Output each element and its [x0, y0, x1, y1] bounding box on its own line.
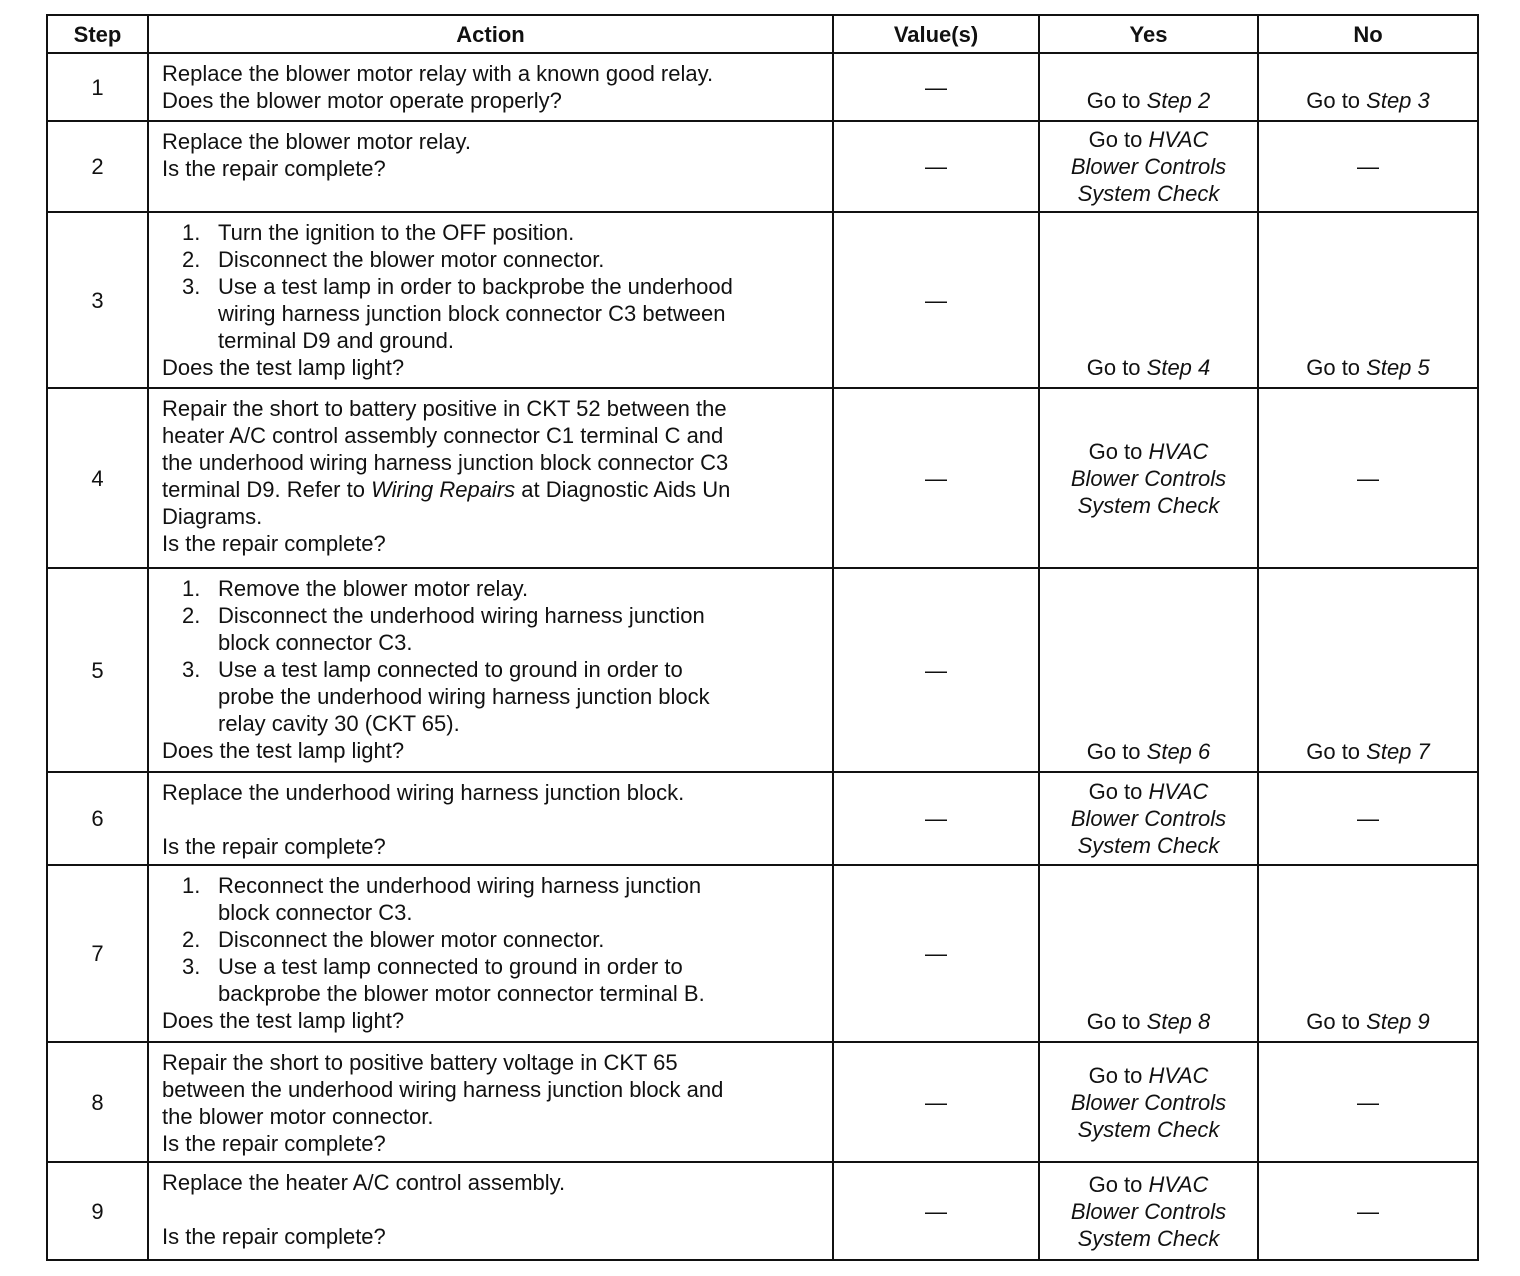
- action-line: [162, 1049, 824, 1076]
- action-line: [162, 449, 824, 476]
- text: Replace the blower motor relay with a known good relay.: [162, 61, 714, 86]
- italic-text: Wiring Repairs: [371, 477, 516, 502]
- table-row: [47, 121, 1478, 212]
- action-line: [162, 422, 824, 449]
- text: Disconnect the blower motor connector.: [218, 927, 605, 952]
- action-cell: [148, 53, 833, 121]
- list-number: 3.: [182, 657, 201, 682]
- header-no: No: [1258, 15, 1478, 53]
- action-line: [162, 273, 824, 300]
- text: the underhood wiring harness junction block connector C3: [162, 450, 729, 475]
- text: backprobe the blower motor connector terminal B.: [218, 981, 705, 1006]
- action-line: [162, 683, 824, 710]
- result-line: [1046, 126, 1251, 153]
- no-cell: [1258, 212, 1478, 388]
- table-body: [47, 53, 1478, 1260]
- action-cell: [148, 1042, 833, 1162]
- result-line: [1046, 738, 1251, 765]
- text: the blower motor connector.: [162, 1104, 434, 1129]
- text: terminal D9. Refer to: [162, 477, 372, 502]
- value-cell: —: [833, 772, 1039, 865]
- text: at Diagnostic Aids Un: [515, 477, 731, 502]
- text: Diagrams.: [162, 504, 263, 529]
- value-cell: —: [833, 212, 1039, 388]
- header-values: Value(s): [833, 15, 1039, 53]
- action-line: [162, 60, 824, 87]
- text: Go to: [1088, 438, 1149, 464]
- value-cell: —: [833, 53, 1039, 121]
- yes-cell: [1039, 1042, 1258, 1162]
- italic-text: System Check: [1077, 833, 1220, 858]
- action-line: [162, 575, 824, 602]
- result-line: [1046, 492, 1251, 519]
- list-number: 1.: [182, 220, 201, 245]
- italic-text: Step 4: [1146, 355, 1211, 380]
- step-number: 6: [47, 772, 148, 865]
- list-number: 2.: [182, 247, 201, 272]
- result-line: [1046, 832, 1251, 859]
- header-row: [47, 15, 1478, 53]
- result-line: [1046, 1171, 1251, 1198]
- table-row: [47, 772, 1478, 865]
- blank-line: [162, 806, 824, 833]
- italic-text: HVAC: [1148, 127, 1209, 152]
- list-number: 2.: [182, 927, 201, 952]
- italic-text: Blower Controls: [1070, 154, 1227, 179]
- text: Turn the ignition to the OFF position.: [218, 220, 575, 245]
- italic-text: Step 7: [1366, 739, 1430, 764]
- italic-text: Step 6: [1146, 739, 1211, 764]
- result-line: [1046, 87, 1251, 114]
- list-number: 3.: [182, 274, 201, 299]
- action-line: [162, 629, 824, 656]
- step-number: 1: [47, 53, 148, 121]
- italic-text: Blower Controls: [1070, 1198, 1227, 1224]
- yes-cell: [1039, 388, 1258, 568]
- header-action: Action: [148, 15, 833, 53]
- result-line: [1265, 1008, 1471, 1035]
- text: Use a test lamp connected to ground in order to: [218, 954, 683, 979]
- text: terminal D9 and ground.: [218, 328, 455, 353]
- italic-text: Step 8: [1146, 1009, 1211, 1034]
- step-number: 5: [47, 568, 148, 772]
- italic-text: HVAC: [1148, 438, 1209, 464]
- action-line: [162, 872, 824, 899]
- no-cell: —: [1258, 1162, 1478, 1260]
- text: Is the repair complete?: [162, 156, 386, 181]
- text: relay cavity 30 (CKT 65).: [218, 711, 460, 736]
- text: Replace the heater A/C control assembly.: [162, 1170, 566, 1195]
- no-cell: —: [1258, 1042, 1478, 1162]
- text: Go to: [1086, 355, 1147, 380]
- action-cell: [148, 772, 833, 865]
- action-line: [162, 953, 824, 980]
- table-row: [47, 53, 1478, 121]
- text: Disconnect the underhood wiring harness junction: [218, 603, 705, 628]
- action-line: [162, 1007, 824, 1034]
- value-cell: —: [833, 388, 1039, 568]
- action-line: [162, 980, 824, 1007]
- table-row: [47, 865, 1478, 1042]
- action-line: [162, 899, 824, 926]
- step-number: 4: [47, 388, 148, 568]
- result-line: [1046, 1225, 1251, 1252]
- no-cell: [1258, 865, 1478, 1042]
- action-line: [162, 155, 824, 182]
- italic-text: System Check: [1077, 492, 1220, 518]
- result-line: [1265, 738, 1471, 765]
- result-line: [1046, 1089, 1251, 1116]
- action-cell: [148, 1162, 833, 1260]
- action-line: [162, 1076, 824, 1103]
- action-line: [162, 128, 824, 155]
- action-line: [162, 246, 824, 273]
- text: probe the underhood wiring harness junction block: [218, 684, 710, 709]
- text: Does the blower motor operate properly?: [162, 88, 562, 113]
- text: heater A/C control assembly connector C1 terminal C and: [162, 423, 724, 448]
- action-cell: [148, 388, 833, 568]
- italic-text: Step 9: [1366, 1009, 1430, 1034]
- yes-cell: [1039, 53, 1258, 121]
- yes-cell: [1039, 865, 1258, 1042]
- action-cell: [148, 568, 833, 772]
- table-row: [47, 388, 1478, 568]
- text: Go to: [1086, 1009, 1147, 1034]
- action-line: [162, 1169, 824, 1196]
- action-line: [162, 530, 824, 557]
- text: Does the test lamp light?: [162, 738, 405, 763]
- text: Is the repair complete?: [162, 531, 386, 556]
- table-row: [47, 212, 1478, 388]
- italic-text: HVAC: [1148, 1062, 1209, 1088]
- italic-text: System Check: [1077, 1116, 1220, 1142]
- action-line: [162, 602, 824, 629]
- italic-text: System Check: [1077, 181, 1220, 206]
- action-line: [162, 327, 824, 354]
- text: Go to: [1306, 88, 1367, 113]
- action-line: [162, 395, 824, 422]
- result-line: [1046, 805, 1251, 832]
- table-row: [47, 568, 1478, 772]
- text: Is the repair complete?: [162, 834, 386, 859]
- action-line: [162, 779, 824, 806]
- action-line: [162, 87, 824, 114]
- italic-text: Blower Controls: [1070, 1089, 1227, 1115]
- italic-text: Blower Controls: [1070, 465, 1227, 491]
- action-line: [162, 656, 824, 683]
- value-cell: —: [833, 568, 1039, 772]
- no-cell: —: [1258, 388, 1478, 568]
- yes-cell: [1039, 568, 1258, 772]
- text: Use a test lamp in order to backprobe the underhood: [218, 274, 733, 299]
- action-line: [162, 833, 824, 860]
- text: Remove the blower motor relay.: [218, 576, 529, 601]
- value-cell: —: [833, 865, 1039, 1042]
- action-line: [162, 300, 824, 327]
- result-line: [1046, 465, 1251, 492]
- text: Replace the underhood wiring harness junction block.: [162, 780, 685, 805]
- yes-cell: [1039, 212, 1258, 388]
- result-line: [1046, 180, 1251, 207]
- italic-text: HVAC: [1148, 1171, 1209, 1197]
- italic-text: Step 3: [1366, 88, 1430, 113]
- value-cell: —: [833, 1042, 1039, 1162]
- text: Go to: [1086, 739, 1147, 764]
- text: Go to: [1306, 739, 1367, 764]
- yes-cell: [1039, 121, 1258, 212]
- list-number: 3.: [182, 954, 201, 979]
- action-line: [162, 1130, 824, 1157]
- action-line: [162, 1103, 824, 1130]
- action-line: [162, 737, 824, 764]
- text: Go to: [1088, 779, 1149, 804]
- result-line: [1046, 153, 1251, 180]
- result-line: [1265, 87, 1471, 114]
- diagnostic-table: [46, 14, 1479, 1261]
- action-line: [162, 219, 824, 246]
- result-line: [1046, 354, 1251, 381]
- text: Use a test lamp connected to ground in order to: [218, 657, 683, 682]
- result-line: [1046, 1062, 1251, 1089]
- text: block connector C3.: [218, 630, 413, 655]
- italic-text: Step 2: [1146, 88, 1211, 113]
- no-cell: [1258, 53, 1478, 121]
- table-row: [47, 1162, 1478, 1260]
- text: block connector C3.: [218, 900, 413, 925]
- italic-text: Step 5: [1366, 355, 1430, 380]
- text: Does the test lamp light?: [162, 355, 405, 380]
- result-line: [1046, 438, 1251, 465]
- list-number: 1.: [182, 576, 201, 601]
- no-cell: —: [1258, 772, 1478, 865]
- table-row: [47, 1042, 1478, 1162]
- text: Replace the blower motor relay.: [162, 129, 471, 154]
- text: Disconnect the blower motor connector.: [218, 247, 605, 272]
- step-number: 9: [47, 1162, 148, 1260]
- result-line: [1046, 1198, 1251, 1225]
- blank-line: [162, 1196, 824, 1223]
- text: Repair the short to battery positive in CKT 52 between the: [162, 396, 727, 421]
- step-number: 7: [47, 865, 148, 1042]
- text: Go to: [1306, 355, 1367, 380]
- text: Go to: [1086, 88, 1147, 113]
- text: Go to: [1306, 1009, 1367, 1034]
- result-line: [1046, 1008, 1251, 1035]
- list-number: 2.: [182, 603, 201, 628]
- action-line: [162, 710, 824, 737]
- result-line: [1046, 1116, 1251, 1143]
- action-line: [162, 503, 824, 530]
- action-cell: [148, 212, 833, 388]
- action-line: [162, 1223, 824, 1250]
- action-cell: [148, 121, 833, 212]
- result-line: [1265, 354, 1471, 381]
- text: Go to: [1088, 1062, 1149, 1088]
- value-cell: —: [833, 121, 1039, 212]
- text: Reconnect the underhood wiring harness junction: [218, 873, 702, 898]
- list-number: 1.: [182, 873, 201, 898]
- text: wiring harness junction block connector C3 between: [218, 301, 726, 326]
- text: between the underhood wiring harness junction block and: [162, 1077, 724, 1102]
- step-number: 2: [47, 121, 148, 212]
- no-cell: —: [1258, 121, 1478, 212]
- yes-cell: [1039, 772, 1258, 865]
- yes-cell: [1039, 1162, 1258, 1260]
- text: Does the test lamp light?: [162, 1008, 405, 1033]
- text: Repair the short to positive battery voltage in CKT 65: [162, 1050, 678, 1075]
- step-number: 3: [47, 212, 148, 388]
- action-line: [162, 926, 824, 953]
- no-cell: [1258, 568, 1478, 772]
- text: Go to: [1088, 127, 1149, 152]
- action-cell: [148, 865, 833, 1042]
- text: Is the repair complete?: [162, 1224, 386, 1249]
- text: Go to: [1088, 1171, 1149, 1197]
- header-step: Step: [47, 15, 148, 53]
- action-line: [162, 354, 824, 381]
- result-line: [1046, 778, 1251, 805]
- text: Is the repair complete?: [162, 1131, 386, 1156]
- value-cell: —: [833, 1162, 1039, 1260]
- italic-text: HVAC: [1148, 779, 1209, 804]
- italic-text: Blower Controls: [1070, 806, 1227, 831]
- action-line: [162, 476, 824, 503]
- header-yes: Yes: [1039, 15, 1258, 53]
- step-number: 8: [47, 1042, 148, 1162]
- italic-text: System Check: [1077, 1225, 1220, 1251]
